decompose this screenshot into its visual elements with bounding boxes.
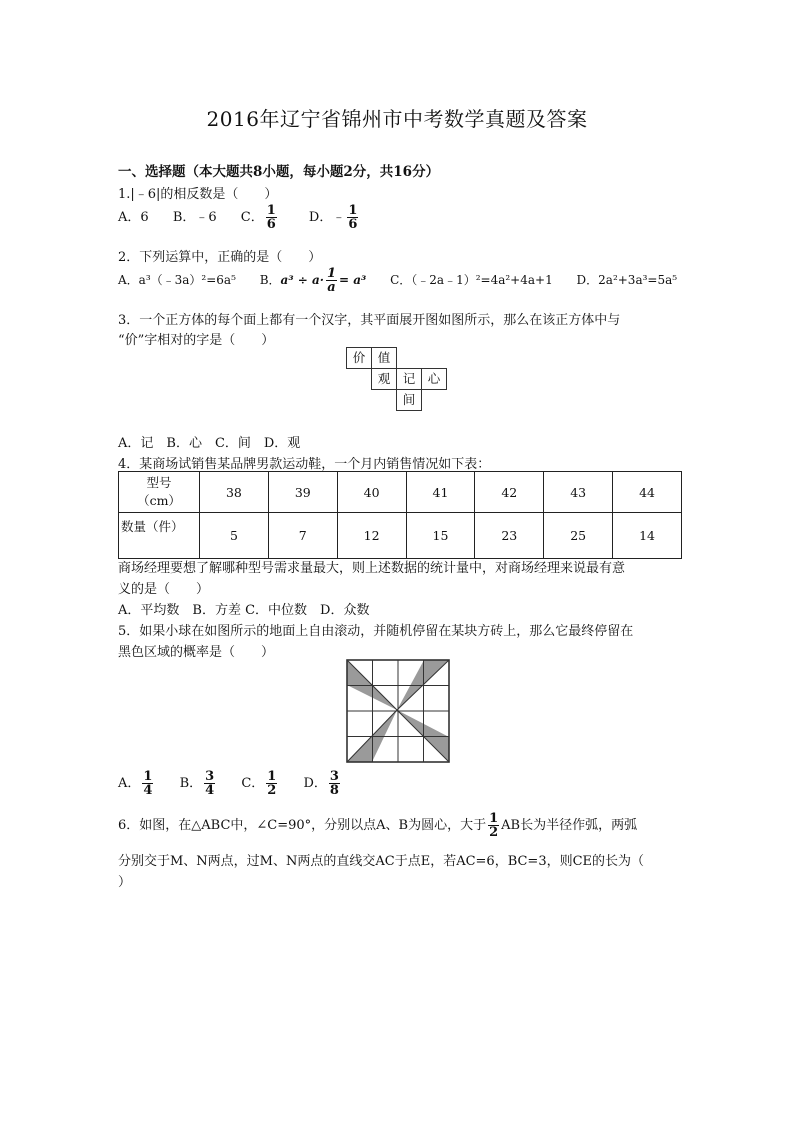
q3-options: A．记 B．心 C．间 D．观 [118,436,301,451]
size-unit-label: （cm） [137,493,181,508]
q1-option-b: B．﹣6 [172,210,217,225]
q1-options [118,204,360,231]
fraction-numerator: 1 [266,203,276,218]
table-row [119,513,682,559]
option-fraction [142,770,153,797]
q1-option-a: A．6 [118,210,149,225]
net-cell: 间 [396,389,422,411]
q4-after-line1: 商场经理要想了解哪种型号需求量最大，则上述数据的统计量中，对商场经理来说最有意 [118,561,626,576]
q4-after-line2: 义的是（ ） [118,582,210,597]
table-cell: 12 [337,513,406,559]
table-cell: 14 [613,513,682,559]
fraction-denominator: 6 [348,217,358,232]
table-cell: 15 [406,513,475,559]
net-cell: 记 [396,368,422,390]
q4-stem: 4．某商场试销售某品牌男款运动鞋，一个月内销售情况如下表： [118,457,491,472]
fraction-denominator: 2 [489,825,499,840]
table-row [119,472,682,513]
q6-stem-line1 [118,812,637,839]
option-label: B． [179,776,203,791]
q6-stem-line3: ） [118,875,132,890]
table-cell: 44 [613,472,682,513]
q2-option-c: C．（﹣2a﹣1）²=4a²+4a+1 [390,273,553,287]
fraction-numerator: 1 [267,769,277,784]
table-header-cell: 数量（件） [119,513,200,559]
table-cell: 7 [268,513,337,559]
q1-stem: 1.|﹣6|的相反数是（ ） [118,187,278,202]
sales-table [118,471,682,559]
table-cell: 41 [406,472,475,513]
q5-options [118,770,342,797]
q5-option-c [241,769,279,798]
floor-tiles-figure [346,659,450,763]
table-cell: 40 [337,472,406,513]
option-fraction [329,770,340,797]
net-cell: 价 [346,347,372,369]
fraction-numerator: 1 [143,769,153,784]
fraction-numerator: 3 [329,769,339,784]
q5-stem-line2: 黑色区域的概率是（ ） [118,645,275,660]
net-cell: 观 [371,368,397,390]
q6-fraction [488,812,499,839]
q2-option-b [259,266,370,295]
tile-grid [347,660,449,762]
q1-option-d [308,203,360,232]
option-fraction [204,770,215,797]
q2-option-b-left: a³ ÷ a· [280,273,324,287]
table-cell: 5 [200,513,269,559]
q5-option-a [118,769,155,798]
q1-option-d-fraction [347,204,358,231]
q1-option-d-label: D．﹣ [308,210,346,225]
q2-option-b-label: B． [259,273,281,287]
option-label: C． [241,776,265,791]
table-cell: 39 [268,472,337,513]
page-title: 2016年辽宁省锦州市中考数学真题及答案 [206,107,588,131]
size-label: 型号 [146,475,172,490]
option-label: A． [118,776,141,791]
q2-option-d: D．2a²+3a³=5a⁵ [576,273,678,287]
option-fraction [266,770,277,797]
net-cell: 心 [421,368,447,390]
table-cell: 23 [475,513,544,559]
fraction-denominator: a [327,280,336,295]
fraction-denominator: 4 [143,783,153,798]
q1-option-c-label: C． [240,210,264,225]
q5-option-d [303,769,341,798]
q1-option-c-fraction [266,204,277,231]
q2-option-b-right: = a³ [339,273,367,287]
table-cell: 43 [544,472,613,513]
fraction-numerator: 1 [326,266,336,281]
q3-stem-line1: 3．一个正方体的每个面上都有一个汉字，其平面展开图如图所示，那么在该正方体中与 [118,313,621,328]
q5-stem-line1: 5．如果小球在如图所示的地面上自由滚动，并随机停留在某块方砖上，那么它最终停留在 [118,624,634,639]
q2-option-b-fraction [326,267,337,294]
q6-text-pre: 6．如图，在△ABC中，∠C=90°，分别以点A、B为圆心，大于 [118,818,487,833]
fraction-denominator: 4 [205,783,215,798]
fraction-denominator: 6 [266,217,276,232]
q2-option-a: A．a³（﹣3a）²=6a⁵ [118,273,236,287]
q6-stem-line2: 分别交于M、N两点，过M、N两点的直线交AC于点E，若AC=6，BC=3，则CE的长为（ [118,854,645,869]
option-label: D． [303,776,327,791]
table-header-cell [119,472,200,513]
q3-stem-line2: “价”字相对的字是（ ） [118,333,275,348]
q4-options: A．平均数 B．方差 C．中位数 D．众数 [118,603,370,618]
q1-option-c [240,203,283,232]
net-cell: 值 [371,347,397,369]
fraction-numerator: 1 [348,203,358,218]
fraction-denominator: 8 [329,783,339,798]
q2-options [118,267,677,294]
q2-stem: 2．下列运算中，正确的是（ ） [118,250,322,265]
fraction-denominator: 2 [267,783,277,798]
fraction-numerator: 1 [489,811,499,826]
table-cell: 25 [544,513,613,559]
fraction-numerator: 3 [205,769,215,784]
table-cell: 42 [475,472,544,513]
section-heading: 一、选择题（本大题共8小题，每小题2分，共16分） [118,164,440,180]
table-cell: 38 [200,472,269,513]
q6-text-post: AB长为半径作弧，两弧 [501,818,638,833]
q5-option-b [179,769,218,798]
